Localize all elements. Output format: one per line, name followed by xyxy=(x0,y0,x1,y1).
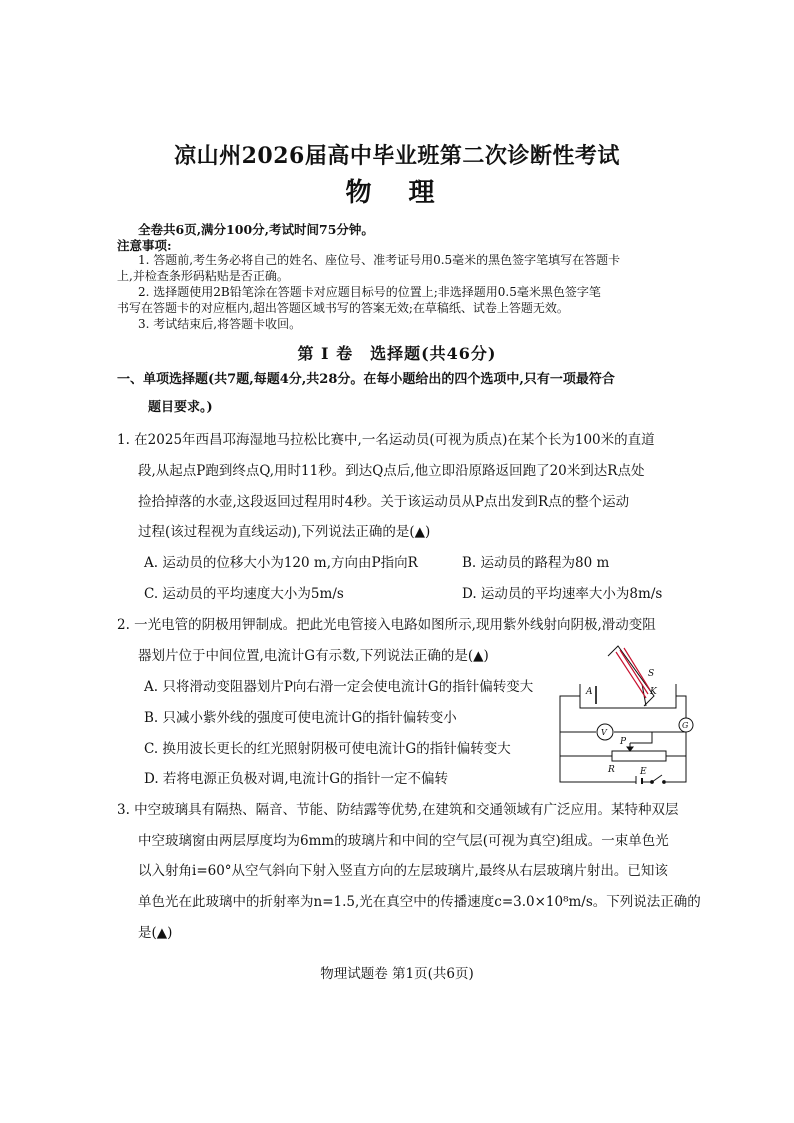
wire-left xyxy=(560,696,612,756)
label-g: G xyxy=(682,721,689,730)
q1-option-d: D. 运动员的平均速率大小为8m/s xyxy=(462,586,663,602)
switch-pivot xyxy=(651,781,654,784)
exam-info: 全卷共6页,满分100分,考试时间75分钟。 xyxy=(138,222,374,237)
q1-option-b: B. 运动员的路程为80 m xyxy=(462,555,610,571)
q2-option-d: D. 若将电源正负极对调,电流计G的指针一定不偏转 xyxy=(144,771,448,787)
part-heading-line2: 题目要求。) xyxy=(148,400,213,415)
q2-line-2: 器划片位于中间位置,电流计G有示数,下列说法正确的是(▲) xyxy=(138,648,489,664)
q1-line-2: 段,从起点P跑到终点Q,用时11秒。到达Q点后,他立即沿原路返回跑了20米到达R点处 xyxy=(138,463,645,479)
switch-contact xyxy=(663,781,666,784)
notice-item-2 xyxy=(117,284,695,316)
subject-title: 物 理 xyxy=(345,178,449,208)
notice-item-2-line1: 2. 选择题使用2B铅笔涂在答题卡对应题目标号的位置上;非选择题用0.5毫米黑色签字笔 xyxy=(138,285,601,299)
q3-line-4: 单色光在此玻璃中的折射率为n=1.5,光在真空中的传播速度c=3.0×10⁸m/s。下列说法正确的 xyxy=(138,894,701,910)
q2-line-1: 2. 一光电管的阴极用钾制成。把此光电管接入电路如图所示,现用紫外线射向阴极,滑动变阻 xyxy=(117,617,656,633)
q1-line-1: 1. 在2025年西昌邛海湿地马拉松比赛中,一名运动员(可视为质点)在某个长为100米的直道 xyxy=(117,432,655,448)
q3-line-2: 中空玻璃窗由两层厚度均为6mm的玻璃片和中间的空气层(可视为真空)组成。一束单色光 xyxy=(138,833,669,849)
notice-title: 注意事项: xyxy=(117,238,172,253)
wire-bottom xyxy=(560,756,636,782)
label-e: E xyxy=(640,767,647,777)
q3-line-1: 3. 中空玻璃具有隔热、隔音、节能、防结露等优势,在建筑和交通领域有广泛应用。某特种双层 xyxy=(117,802,679,818)
notice-item-3 xyxy=(117,316,695,332)
label-p: P xyxy=(620,737,627,747)
label-r: R xyxy=(608,765,615,775)
notice-item-3-line1: 3. 考试结束后,将答题卡收回。 xyxy=(138,317,302,331)
q2-option-b: B. 只减小紫外线的强度可使电流计G的指针偏转变小 xyxy=(144,710,457,726)
q2-option-c: C. 换用波长更长的红光照射阴极可使电流计G的指针偏转变大 xyxy=(144,741,511,757)
label-v: V xyxy=(601,728,607,737)
notice-item-1-line1: 1. 答题前,考生务必将自己的姓名、座位号、准考证号用0.5毫米的黑色签字笔填写在答题卡 xyxy=(138,253,621,267)
photoelectric-circuit-figure xyxy=(556,636,696,784)
slider-arrow xyxy=(627,747,633,751)
slider-wire xyxy=(630,732,652,743)
q2-option-a: A. 只将滑动变阻器划片P向右滑一定会使电流计G的指针偏转变大 xyxy=(144,679,534,695)
q3-line-3: 以入射角i=60°从空气斜向下射入竖直方向的左层玻璃片,最终从右层玻璃片射出。已知该 xyxy=(138,863,668,879)
q1-option-a: A. 运动员的位移大小为120 m,方向由P指向R xyxy=(144,555,418,571)
q1-option-c: C. 运动员的平均速度大小为5m/s xyxy=(144,586,344,602)
label-k: K xyxy=(650,687,657,697)
label-a: A xyxy=(586,687,593,697)
q1-line-4: 过程(该过程视为直线运动),下列说法正确的是(▲) xyxy=(138,524,431,540)
q3-line-5: 是(▲) xyxy=(138,925,173,941)
label-s: S xyxy=(648,669,655,679)
exam-title: 凉山州2026届高中毕业班第二次诊断性考试 xyxy=(174,143,620,169)
notice-item-2-line2: 书写在答题卡的对应框内,超出答题区域书写的答案无效;在草稿纸、试卷上答题无效。 xyxy=(117,301,569,315)
notice-item-1 xyxy=(117,252,695,284)
rheostat xyxy=(612,751,666,761)
notice-item-1-line2: 上,并检查条形码粘贴是否正确。 xyxy=(117,269,289,283)
uv-ray-2 xyxy=(620,650,648,694)
phototube-body xyxy=(580,684,676,708)
wire-right-top xyxy=(676,696,686,718)
section-title: 第 Ⅰ 卷 选择题(共46分) xyxy=(297,344,497,363)
part-heading-line1: 一、单项选择题(共7题,每题4分,共28分。在每小题给出的四个选项中,只有一项最符合 xyxy=(117,372,615,387)
page-footer: 物理试题卷 第1页(共6页) xyxy=(320,966,474,982)
q1-line-3: 捡拾掉落的水壶,这段返回过程用时4秒。关于该运动员从P点出发到R点的整个运动 xyxy=(138,494,630,510)
wire-right-bottom xyxy=(666,732,686,782)
